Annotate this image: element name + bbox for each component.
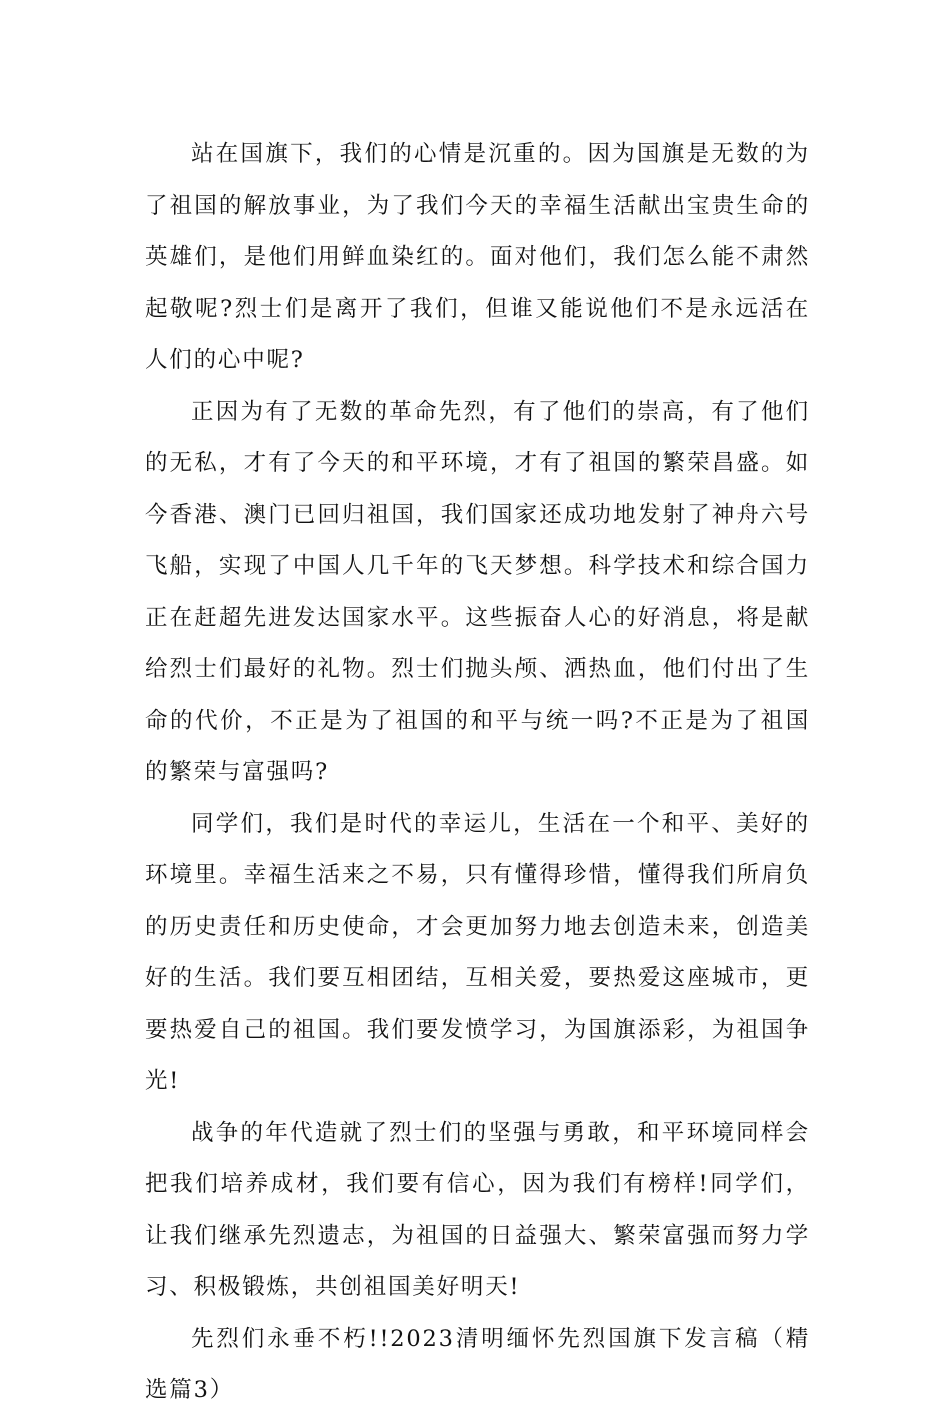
document-body [145,129,810,1417]
paragraph-4: 战争的年代造就了烈士们的坚强与勇敢，和平环境同样会把我们培养成材，我们要有信心，因为我们有榜样!同学们，让我们继承先烈遗志，为祖国的日益强大、繁荣富强而努力学习、积极锻炼，共创祖国美好明天! [145,1119,810,1300]
paragraph-3: 同学们，我们是时代的幸运儿，生活在一个和平、美好的环境里。幸福生活来之不易，只有懂得珍惜，懂得我们所肩负的历史责任和历史使命，才会更加努力地去创造未来，创造美好的生活。我们要互相团结，互相关爱，要热爱这座城市，更要热爱自己的祖国。我们要发愤学习，为国旗添彩，为祖国争光! [145,810,810,1094]
section-heading: 先烈们永垂不朽!!2023清明缅怀先烈国旗下发言稿（精选篇3） [145,1325,810,1403]
paragraph-2: 正因为有了无数的革命先烈，有了他们的崇高，有了他们的无私，才有了今天的和平环境，才有了祖国的繁荣昌盛。如今香港、澳门已回归祖国，我们国家还成功地发射了神舟六号飞船，实现了中国人几千年的飞天梦想。科学技术和综合国力正在赶超先进发达国家水平。这些振奋人心的好消息，将是献给烈士们最好的礼物。烈士们抛头颅、洒热血，他们付出了生命的代价，不正是为了祖国的和平与统一吗?不正是为了祖国的繁荣与富强吗? [145,398,810,785]
paragraph-1: 站在国旗下，我们的心情是沉重的。因为国旗是无数的为了祖国的解放事业，为了我们今天的幸福生活献出宝贵生命的英雄们，是他们用鲜血染红的。面对他们，我们怎么能不肃然起敬呢?烈士们是离开了我们，但谁又能说他们不是永远活在人们的心中呢? [145,141,810,373]
